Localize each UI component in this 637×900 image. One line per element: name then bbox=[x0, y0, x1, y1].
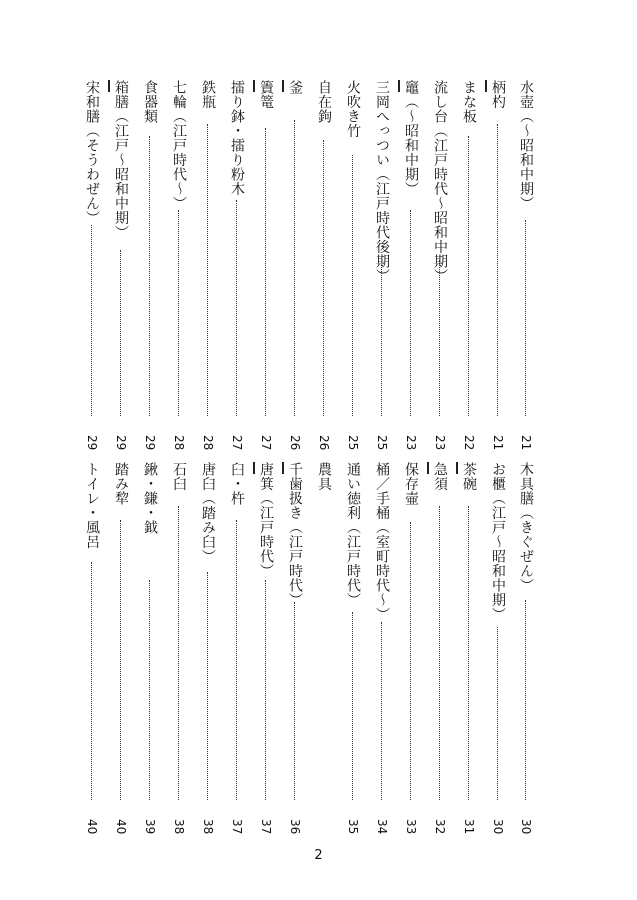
toc-entry-title: 石臼 bbox=[168, 462, 190, 494]
toc-entry-title: お櫃（江戸～昭和中期） bbox=[487, 462, 509, 625]
toc-entry-page: 31 bbox=[462, 818, 476, 834]
dot-leader bbox=[410, 210, 411, 416]
toc-entry[interactable] bbox=[487, 80, 509, 450]
dot-leader bbox=[149, 136, 150, 416]
toc-entry[interactable] bbox=[110, 80, 132, 450]
toc-entry-page: 21 bbox=[491, 434, 505, 450]
dot-leader bbox=[468, 136, 469, 416]
toc-entry-page: 29 bbox=[143, 434, 157, 450]
toc-entry-title: 桶／手桶（室町時代～） bbox=[371, 462, 393, 625]
dot-leader bbox=[207, 124, 208, 416]
toc-entry[interactable] bbox=[81, 462, 103, 834]
toc-entry-page: 40 bbox=[114, 818, 128, 834]
toc-entry-title: 千歯扱き（江戸時代） bbox=[284, 462, 306, 610]
toc-entry-title: 鉄瓶 bbox=[197, 80, 219, 112]
dot-leader bbox=[381, 265, 382, 416]
dot-leader bbox=[120, 250, 121, 416]
toc-entry[interactable] bbox=[371, 80, 393, 450]
dot-leader bbox=[525, 600, 526, 800]
toc-entry[interactable] bbox=[487, 462, 509, 834]
dot-leader bbox=[352, 155, 353, 416]
toc-entry-title: 唐箕（江戸時代） bbox=[255, 462, 277, 581]
toc-entry[interactable] bbox=[110, 462, 132, 834]
toc-entry-page: 30 bbox=[491, 818, 505, 834]
toc-entry-title: 釜 bbox=[284, 80, 306, 98]
toc-entry-page: 27 bbox=[230, 434, 244, 450]
toc-entry[interactable] bbox=[197, 80, 219, 450]
dot-leader bbox=[439, 260, 440, 416]
toc-entry-page: 30 bbox=[519, 818, 533, 834]
toc-entry[interactable] bbox=[284, 80, 306, 450]
toc-entry-title: 宋和膳（そうわぜん） bbox=[81, 80, 103, 228]
toc-entry-page: 25 bbox=[375, 434, 389, 450]
toc-entry-page: 37 bbox=[230, 818, 244, 834]
dot-leader bbox=[497, 627, 498, 800]
toc-entry-title: 流し台（江戸時代～昭和中期） bbox=[429, 80, 451, 286]
dot-leader bbox=[207, 572, 208, 800]
toc-entry[interactable] bbox=[168, 462, 190, 834]
dot-leader bbox=[91, 225, 92, 416]
dot-leader bbox=[265, 128, 266, 416]
toc-entry-title: 擂り鉢・擂り粉木 bbox=[226, 80, 248, 199]
toc-entry-page: 25 bbox=[346, 434, 360, 450]
toc-entry-page: 38 bbox=[172, 818, 186, 834]
toc-entry[interactable] bbox=[139, 462, 161, 834]
dot-leader bbox=[236, 520, 237, 800]
dot-leader bbox=[439, 506, 440, 800]
toc-entry-title: 箱膳（江戸～昭和中期） bbox=[110, 80, 132, 243]
toc-entry-page: 23 bbox=[433, 434, 447, 450]
toc-entry-page: 39 bbox=[143, 818, 157, 834]
toc-entry-page: 22 bbox=[462, 434, 476, 450]
toc-entry-title: まな板 bbox=[458, 80, 480, 127]
toc-entry[interactable] bbox=[342, 80, 364, 450]
toc-section-heading[interactable] bbox=[313, 462, 335, 834]
dot-leader bbox=[352, 612, 353, 800]
dot-leader bbox=[178, 210, 179, 416]
toc-entry[interactable] bbox=[458, 80, 480, 450]
toc-entry[interactable] bbox=[458, 462, 480, 834]
toc-entry[interactable] bbox=[429, 80, 451, 450]
toc-entry[interactable] bbox=[226, 80, 248, 450]
dot-leader bbox=[381, 622, 382, 800]
toc-entry[interactable] bbox=[313, 80, 335, 450]
dot-leader bbox=[525, 220, 526, 416]
toc-entry-title: 臼・杵 bbox=[226, 462, 248, 509]
toc-entry-page: 34 bbox=[375, 818, 389, 834]
toc-entry-page: 28 bbox=[172, 434, 186, 450]
toc-entry[interactable] bbox=[255, 80, 277, 450]
dot-leader bbox=[236, 200, 237, 416]
dot-leader bbox=[149, 580, 150, 800]
toc-entry-title: 簀篭 bbox=[255, 80, 277, 112]
toc-entry[interactable] bbox=[371, 462, 393, 834]
toc-entry-page: 26 bbox=[317, 434, 331, 450]
dot-leader bbox=[468, 506, 469, 800]
toc-entry-title: 鍬・鎌・鉞 bbox=[139, 462, 161, 538]
toc-entry-page: 32 bbox=[433, 818, 447, 834]
toc-entry[interactable] bbox=[515, 462, 537, 834]
toc-bottom-section bbox=[0, 462, 637, 834]
toc-entry[interactable] bbox=[168, 80, 190, 450]
toc-entry-page: 21 bbox=[519, 434, 533, 450]
toc-entry-title: 柄杓 bbox=[487, 80, 509, 112]
toc-entry-title: 唐臼（踏み臼） bbox=[197, 462, 219, 567]
toc-entry-page: 33 bbox=[404, 818, 418, 834]
dot-leader bbox=[323, 140, 324, 416]
toc-entry-page: 36 bbox=[288, 818, 302, 834]
dot-leader bbox=[120, 520, 121, 800]
toc-entry[interactable] bbox=[429, 462, 451, 834]
dot-leader bbox=[497, 124, 498, 416]
dot-leader bbox=[178, 506, 179, 800]
toc-entry-page: 29 bbox=[85, 434, 99, 450]
toc-entry[interactable] bbox=[342, 462, 364, 834]
toc-entry-title: 三岡へっつい（江戸時代後期） bbox=[371, 80, 393, 286]
toc-entry-title: 竈（～昭和中期） bbox=[400, 80, 422, 199]
toc-entry-title: 保存壷 bbox=[400, 462, 422, 509]
toc-entry-title: 七輪（江戸時代～） bbox=[168, 80, 190, 214]
toc-entry[interactable] bbox=[515, 80, 537, 450]
toc-entry-title: 茶碗 bbox=[458, 462, 480, 494]
toc-section-title: 農具 bbox=[313, 462, 335, 494]
toc-entry[interactable] bbox=[197, 462, 219, 834]
toc-entry-title: 自在鉤 bbox=[313, 80, 335, 127]
toc-entry-title: 食器類 bbox=[139, 80, 161, 127]
toc-entry-page: 38 bbox=[201, 818, 215, 834]
toc-entry[interactable] bbox=[400, 80, 422, 450]
toc-entry-title: 火吹き竹 bbox=[342, 80, 364, 141]
toc-entry-page: 29 bbox=[114, 434, 128, 450]
toc-top-section bbox=[0, 80, 637, 450]
toc-entry-page: 35 bbox=[346, 818, 360, 834]
toc-entry-title: 踏み犂 bbox=[110, 462, 132, 509]
page-number: 2 bbox=[314, 848, 323, 863]
toc-entry-title: 木具膳（きぐぜん） bbox=[515, 462, 537, 596]
dot-leader bbox=[294, 602, 295, 800]
dot-leader bbox=[410, 522, 411, 800]
toc-entry-title: 水壺（～昭和中期） bbox=[515, 80, 537, 214]
toc-entry-page: 37 bbox=[259, 818, 273, 834]
toc-entry-title: トイレ・風呂 bbox=[81, 462, 103, 552]
dot-leader bbox=[91, 562, 92, 800]
toc-entry-page: 40 bbox=[85, 818, 99, 834]
toc-entry[interactable] bbox=[226, 462, 248, 834]
toc-entry[interactable] bbox=[255, 462, 277, 834]
toc-entry-title: 通い徳利（江戸時代） bbox=[342, 462, 364, 610]
toc-entry[interactable] bbox=[139, 80, 161, 450]
toc-entry[interactable] bbox=[284, 462, 306, 834]
dot-leader bbox=[294, 120, 295, 416]
toc-entry-page: 26 bbox=[288, 434, 302, 450]
dot-leader bbox=[265, 580, 266, 800]
toc-entry-page: 23 bbox=[404, 434, 418, 450]
toc-entry-page: 27 bbox=[259, 434, 273, 450]
toc-entry[interactable] bbox=[400, 462, 422, 834]
toc-entry-page: 28 bbox=[201, 434, 215, 450]
toc-entry[interactable] bbox=[81, 80, 103, 450]
toc-entry-title: 急須 bbox=[429, 462, 451, 494]
